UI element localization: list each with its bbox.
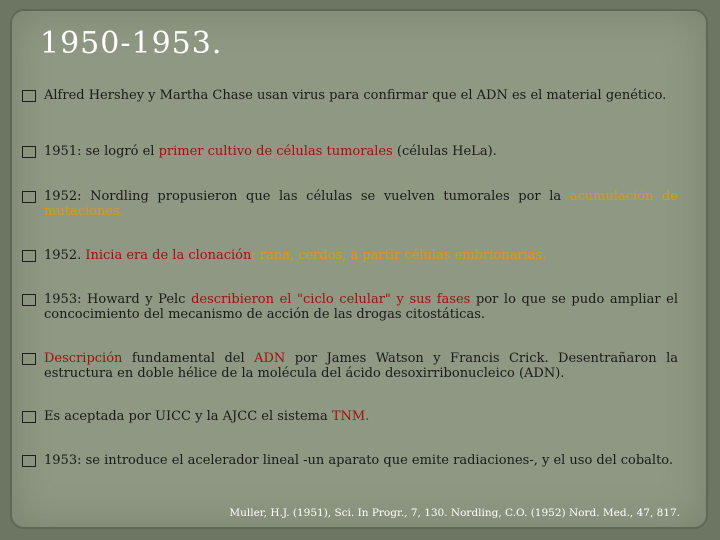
bullet-text [44, 144, 678, 159]
text-segment: 1952: Nordling propusieron que las células se vuelven tumorales por la [44, 189, 570, 204]
square-bullet-icon [22, 294, 36, 306]
bullet-item-1 [22, 88, 678, 103]
bullet-item-2 [22, 144, 678, 159]
bullet-item-3 [22, 189, 678, 219]
highlighted-text: acumulación de mutaciones. [44, 189, 678, 219]
text-segment: 1952. [44, 248, 86, 263]
highlighted-text: ADN [254, 351, 286, 366]
highlighted-text: describieron el "ciclo celular" y sus fases [191, 292, 471, 307]
bullet-item-4 [22, 248, 678, 263]
text-segment: 1953: se introduce el acelerador lineal -un aparato que emite radiaciones-, y el uso del cobalto. [44, 453, 674, 468]
bullet-text [44, 88, 678, 103]
text-segment: 1953: Howard y Pelc [44, 292, 192, 307]
slide-title: 1950-1953. [40, 26, 223, 61]
bullet-item-5 [22, 292, 678, 322]
bullet-item-7 [22, 409, 678, 424]
square-bullet-icon [22, 455, 36, 467]
bullet-text [44, 292, 678, 322]
text-segment: Alfred Hershey y Martha Chase usan virus para confirmar que el ADN es el material genético. [44, 88, 667, 103]
slide-frame [10, 9, 708, 529]
text-segment: Es aceptada por UICC y la AJCC el sistema [44, 409, 332, 424]
highlighted-text: Descripción [44, 351, 123, 366]
bullet-text [44, 189, 678, 219]
square-bullet-icon [22, 90, 36, 102]
square-bullet-icon [22, 191, 36, 203]
text-segment: por lo que se pudo ampliar el concocimiento del mecanismo de acción de las drogas citostáticas. [44, 292, 678, 322]
square-bullet-icon [22, 353, 36, 365]
bullet-text [44, 453, 678, 468]
highlighted-text: : rana, cerdos, a partir células embrionarias. [251, 248, 547, 263]
bullet-text [44, 409, 678, 424]
square-bullet-icon [22, 411, 36, 423]
highlighted-text: primer cultivo de células tumorales [158, 144, 393, 159]
bullet-item-6 [22, 351, 678, 381]
square-bullet-icon [22, 146, 36, 158]
text-segment: fundamental del [122, 351, 255, 366]
square-bullet-icon [22, 250, 36, 262]
bullet-text [44, 248, 678, 263]
highlighted-text: TNM. [331, 409, 370, 424]
bullet-item-8 [22, 453, 678, 468]
text-segment: por James Watson y Francis Crick. Desentrañaron la estructura en doble hélice de la molécula del ácido desoxirribonucleico (ADN). [44, 351, 678, 381]
text-segment: (células HeLa). [392, 144, 497, 159]
bullet-text [44, 351, 678, 381]
reference-citation: Muller, H.J. (1951), Sci. In Progr., 7, 130. Nordling, C.O. (1952) Nord. Med., 47, 817. [229, 507, 680, 519]
text-segment: 1951: se logró el [44, 144, 159, 159]
highlighted-text: Inicia era de la clonación [85, 248, 252, 263]
